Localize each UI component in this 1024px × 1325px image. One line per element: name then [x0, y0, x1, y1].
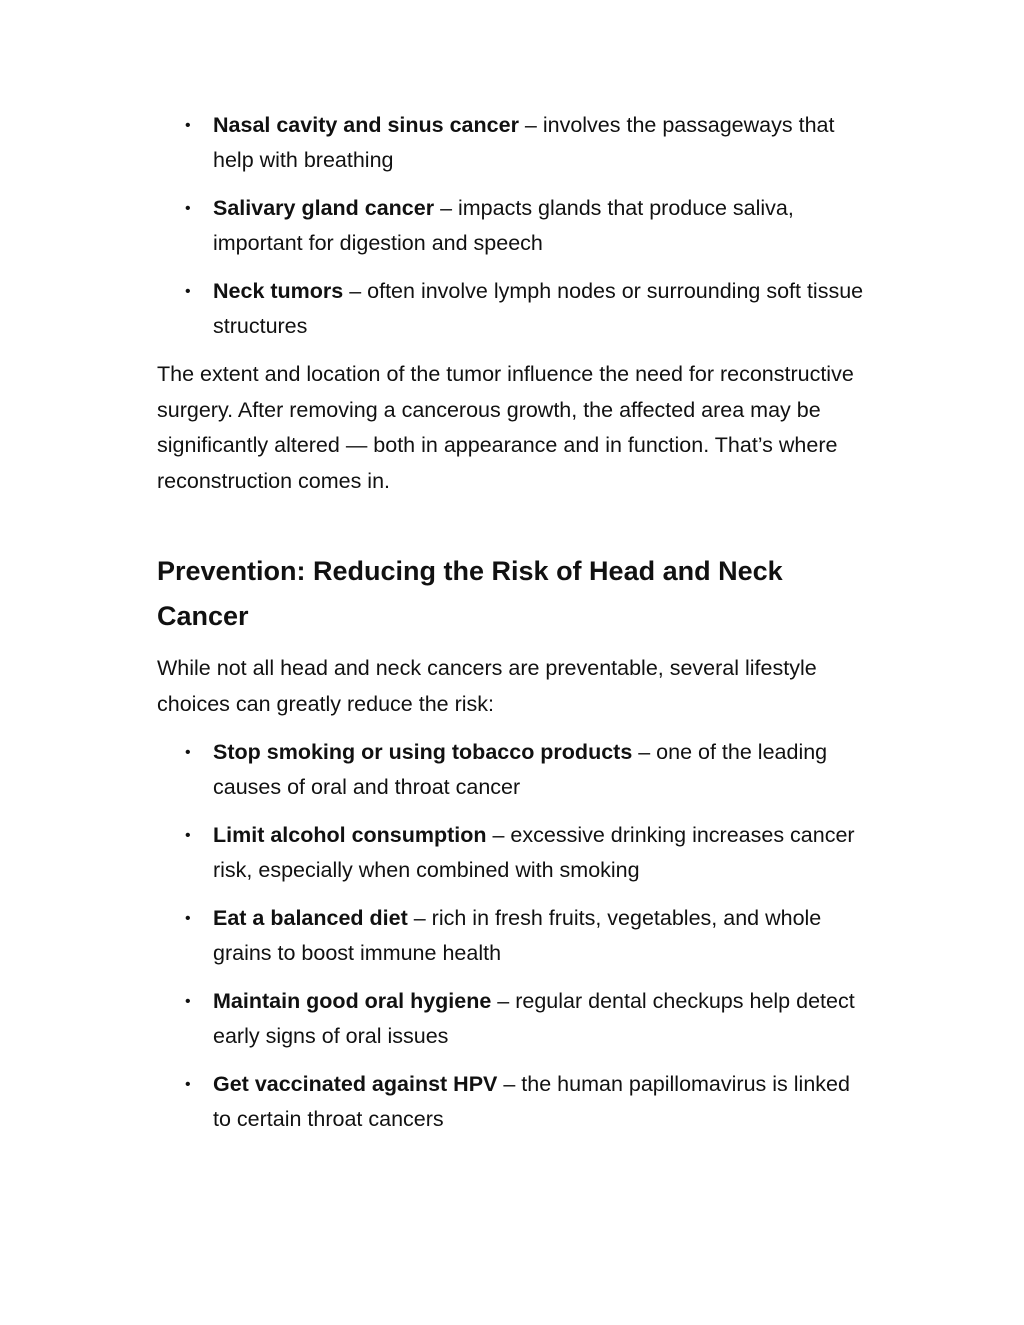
list-item-description: – rich in fresh fruits, vegetables, and whole grains to boost immune health — [213, 906, 822, 965]
list-item — [157, 1067, 867, 1137]
list-item-description: – involves the passageways that help with breathing — [213, 113, 835, 172]
bullet-icon: • — [185, 993, 191, 1010]
bullet-icon: • — [185, 283, 191, 300]
bullet-icon: • — [185, 1076, 191, 1093]
spacer — [157, 722, 867, 735]
list-item-term: Neck tumors — [213, 279, 344, 303]
list-item-description: – excessive drinking increases cancer risk, especially when combined with smoking — [213, 823, 855, 882]
list-item — [157, 108, 867, 178]
bullet-icon: • — [185, 910, 191, 927]
section-heading: Prevention: Reducing the Risk of Head and Neck Cancer — [157, 556, 783, 631]
cancer-types-list — [157, 108, 867, 344]
reconstruction-paragraph: The extent and location of the tumor influence the need for reconstructive surgery. After removing a cancerous growth, the affected area may be significantly altered — both in appearance and in function. That’s where reconstruction comes in. — [157, 362, 854, 493]
bullet-icon: • — [185, 744, 191, 761]
list-item-description: – one of the leading causes of oral and throat cancer — [213, 740, 828, 799]
bullet-icon: • — [185, 827, 191, 844]
list-item-term: Limit alcohol consumption — [213, 823, 487, 847]
list-item — [157, 735, 867, 805]
section-intro-paragraph: While not all head and neck cancers are preventable, several lifestyle choices can greatly reduce the risk: — [157, 656, 817, 716]
list-item-term: Stop smoking or using tobacco products — [213, 740, 633, 764]
list-item-term: Nasal cavity and sinus cancer — [213, 113, 519, 137]
list-item-description: – often involve lymph nodes or surrounding soft tissue structures — [213, 279, 864, 338]
list-item-description: – the human papillomavirus is linked to certain throat cancers — [213, 1072, 850, 1131]
list-item — [157, 901, 867, 971]
list-item-term: Get vaccinated against HPV — [213, 1072, 498, 1096]
list-item — [157, 818, 867, 888]
list-item-description: – regular dental checkups help detect early signs of oral issues — [213, 989, 855, 1048]
bullet-icon: • — [185, 117, 191, 134]
prevention-list — [157, 735, 867, 1137]
document-page — [157, 108, 867, 1150]
bullet-icon: • — [185, 200, 191, 217]
list-item-term: Maintain good oral hygiene — [213, 989, 492, 1013]
list-item-term: Eat a balanced diet — [213, 906, 408, 930]
list-item — [157, 984, 867, 1054]
list-item-term: Salivary gland cancer — [213, 196, 435, 220]
list-item-description: – impacts glands that produce saliva, important for digestion and speech — [213, 196, 794, 255]
list-item — [157, 274, 867, 344]
list-item — [157, 191, 867, 261]
